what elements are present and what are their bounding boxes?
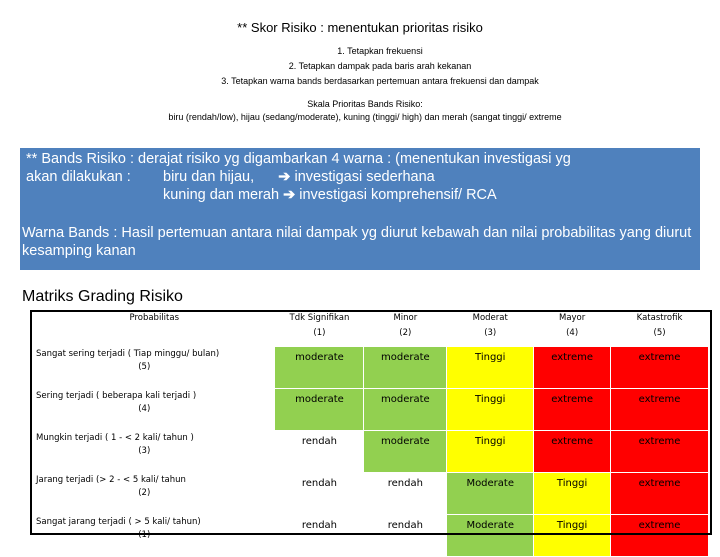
- risk-matrix: [31, 310, 709, 557]
- matrix-row: [32, 389, 709, 431]
- probability-label: Sangat jarang terjadi ( > 5 kali/ tahun) (1): [32, 515, 275, 557]
- risk-grade-cell: extreme: [611, 347, 709, 389]
- probability-label: Sering terjadi ( beberapa kali terjadi ) (4): [32, 389, 275, 431]
- risk-grade-cell: moderate: [364, 389, 447, 431]
- probabilitas-header: Probabilitas: [32, 311, 275, 347]
- risk-grade-cell: moderate: [275, 347, 364, 389]
- warna-bands-text: Warna Bands : Hasil pertemuan antara nilai dampak yg diurut kebawah dan nilai probabilitas yang diurut kesamping kanan: [22, 225, 692, 259]
- risk-grade-cell: rendah: [364, 473, 447, 515]
- risk-grade-cell: rendah: [364, 515, 447, 557]
- scale-section: [0, 98, 720, 124]
- step-1: 1. Tetapkan frekuensi: [337, 46, 423, 56]
- scale-title: Skala Prioritas Bands Risiko:: [307, 99, 423, 109]
- bands-line-2b: investigasi sederhana: [290, 169, 435, 185]
- bands-line-1: ** Bands Risiko : derajat risiko yg digambarkan 4 warna : (menentukan investigasi yg: [26, 151, 571, 167]
- matrix-row: [32, 473, 709, 515]
- matrix-row: [32, 515, 709, 557]
- matrix-title: Matriks Grading Risiko: [22, 288, 183, 305]
- risk-grade-cell: Tinggi: [447, 347, 534, 389]
- risk-grade-cell: extreme: [611, 515, 709, 557]
- probability-label: Jarang terjadi (> 2 - < 5 kali/ tahun (2): [32, 473, 275, 515]
- matrix-row: [32, 431, 709, 473]
- risk-grade-cell: Moderate: [447, 473, 534, 515]
- arrow-right-icon: ➔: [278, 169, 291, 185]
- bands-line-3a: kuning dan merah: [26, 187, 284, 203]
- risk-grade-cell: Tinggi: [534, 515, 611, 557]
- steps-list: [0, 44, 720, 89]
- risk-grade-cell: Tinggi: [534, 473, 611, 515]
- risk-grade-cell: extreme: [534, 389, 611, 431]
- impact-header: Tdk Signifikan (1): [275, 311, 364, 347]
- step-2: 2. Tetapkan dampak pada baris arah kekanan: [288, 61, 472, 71]
- risk-grade-cell: rendah: [275, 473, 364, 515]
- matrix-header-row: [32, 311, 709, 347]
- impact-header: Moderat (3): [447, 311, 534, 347]
- risk-grade-cell: extreme: [534, 431, 611, 473]
- bands-info-box: [20, 148, 700, 270]
- risk-grade-cell: rendah: [275, 515, 364, 557]
- risk-grade-cell: extreme: [611, 473, 709, 515]
- risk-grade-cell: Tinggi: [447, 431, 534, 473]
- page-title: ** Skor Risiko : menentukan prioritas risiko: [237, 20, 483, 35]
- bands-definition: [26, 150, 698, 204]
- risk-grade-cell: extreme: [611, 431, 709, 473]
- matrix-row: [32, 347, 709, 389]
- probability-label: Sangat sering terjadi ( Tiap minggu/ bulan) (5): [32, 347, 275, 389]
- risk-grade-cell: extreme: [611, 389, 709, 431]
- probability-label: Mungkin terjadi ( 1 - < 2 kali/ tahun ) (3): [32, 431, 275, 473]
- step-3: 3. Tetapkan warna bands berdasarkan pertemuan antara frekuensi dan dampak: [221, 76, 539, 86]
- risk-grade-cell: Moderate: [447, 515, 534, 557]
- risk-grade-cell: extreme: [534, 347, 611, 389]
- risk-grade-cell: moderate: [364, 431, 447, 473]
- arrow-right-icon: ➔: [283, 187, 296, 203]
- impact-header: Mayor (4): [534, 311, 611, 347]
- scale-description: biru (rendah/low), hijau (sedang/moderate), kuning (tinggi/ high) dan merah (sangat tinggi/ extreme: [168, 112, 562, 122]
- bands-line-3b: investigasi komprehensif/ RCA: [295, 187, 497, 203]
- impact-header: Minor (2): [364, 311, 447, 347]
- bands-line-2a: akan dilakukan : biru dan hijau,: [26, 169, 279, 185]
- risk-grade-cell: moderate: [364, 347, 447, 389]
- risk-grade-cell: rendah: [275, 431, 364, 473]
- risk-grade-cell: Tinggi: [447, 389, 534, 431]
- risk-grade-cell: moderate: [275, 389, 364, 431]
- impact-header: Katastrofik (5): [611, 311, 709, 347]
